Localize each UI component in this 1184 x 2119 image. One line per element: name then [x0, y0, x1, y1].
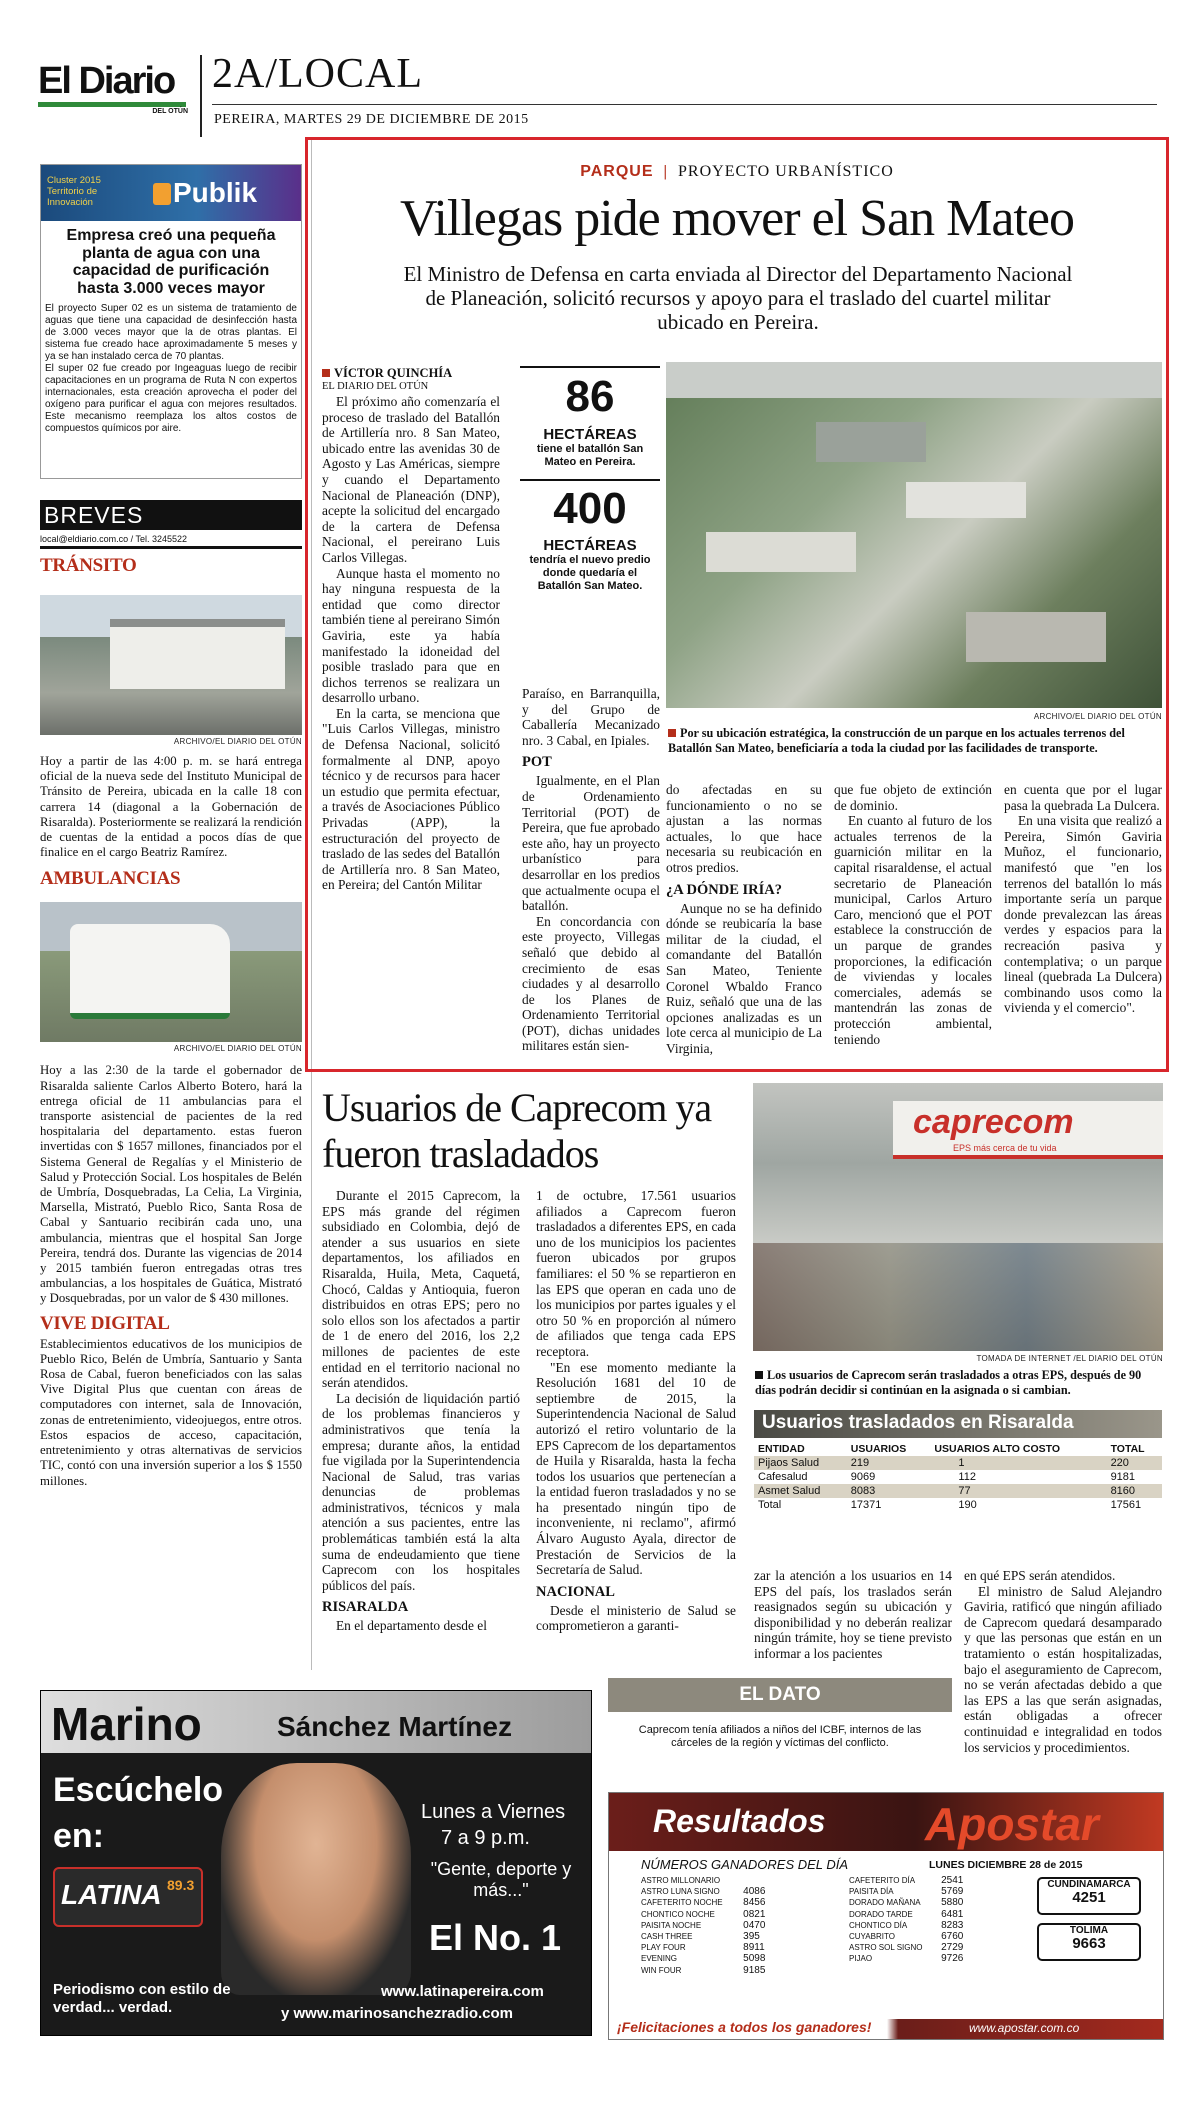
game-name: CHONTICO DÍA — [849, 1920, 908, 1930]
logo-main: El Diario — [38, 60, 175, 102]
game-name: PAISITA NOCHE — [641, 1920, 702, 1930]
caprecom-c2c: Desde el ministerio de Salud se comprometieron a garanti- — [536, 1602, 736, 1634]
ad-publik-logo-icon — [153, 183, 171, 205]
caprecom-col4 — [964, 1568, 1162, 1755]
table-row — [754, 1456, 1162, 1470]
ad-publik-p2: El super 02 fue creado por Ingeaguas luego de recibir capacitaciones en un programa de Ruta N con expertos internacionales, esta creación aprovecha el poder del oxígeno para purificar el agua con mejores resultados. Este mecanismo reemplaza los altos costos de compuestos químicos por aire. — [45, 363, 297, 434]
masthead-divider — [200, 55, 202, 137]
game-name: CASH THREE — [641, 1932, 693, 1942]
game-name: CAFETERITO NOCHE — [641, 1898, 723, 1908]
list-item — [849, 1942, 969, 1953]
apostar-box-2 — [1037, 1923, 1141, 1961]
ad-marino-no1: El No. 1 — [429, 1917, 562, 1958]
box2-value: 9663 — [1072, 1935, 1106, 1952]
lead-col2 — [522, 686, 660, 1054]
box1-value: 4251 — [1072, 1889, 1106, 1906]
lead-photo-caption — [668, 726, 1162, 756]
dateline: PEREIRA, MARTES 29 DE DICIEMBRE DE 2015 — [214, 112, 529, 127]
el-dato-title: EL DATO — [608, 1678, 952, 1712]
caprecom-photo-credit: TOMADA DE INTERNET /EL DIARIO DEL OTÚN — [976, 1354, 1163, 1363]
breves-title: BREVES — [44, 502, 144, 528]
caprecom-photo — [753, 1083, 1163, 1351]
caprecom-c1: Durante el 2015 Caprecom, la EPS más grande del régimen subsidiado en Colombia, dejó de atender a sus usuarios en siete departamentos, los afiliados en Risaralda, Huila, Meta, Caquetá, Chocó, Caldas y Antioquia, fueron distribuidos en otras EPS; pero no solo ellos son los afectados a partir de 1 de enero del 2016, los 2,2 millones de pacientes de este entidad en el territorio nacional no serán atendidos. — [322, 1188, 520, 1391]
lead-c5: en cuenta que por el lugar pasa la quebrada La Dulcera. — [1004, 782, 1162, 813]
game-number: 9726 — [941, 1953, 964, 1965]
ad-apostar-brand: Apostar — [925, 1798, 1099, 1850]
lead-c1b: Aunque hasta el momento no hay ninguna respuesta de la entidad que como director también tiene al pereirano Simón Gaviria, este ya había manifestado la idoneidad del posible traslado para que en dichos terrenos se realizara un desarrollo urbano. — [322, 565, 500, 706]
lead-kicker-sep: | — [658, 163, 674, 180]
caprecom-c1c: En el departamento desde el — [336, 1618, 487, 1634]
el-dato-text: Caprecom tenía afiliados a niños del ICBF, internos de las cárceles de la región y víctimas del conflicto. — [638, 1724, 922, 1749]
game-name: EVENING — [641, 1954, 678, 1964]
game-name: CUYABRITO — [849, 1932, 895, 1942]
game-name: PIJAO — [849, 1954, 873, 1964]
logo — [38, 62, 188, 115]
ad-apostar — [608, 1792, 1164, 2040]
lead-c2b: Igualmente, en el Plan de Ordenamiento Territorial (POT) de Pereira, que fue aprobado este año, hay un proyecto urbanístico para desarrollar en los predios que actualmente ocupa el batallón. — [522, 773, 660, 914]
game-name: PAISITA DÍA — [849, 1887, 894, 1897]
caprecom-col3 — [754, 1568, 952, 1662]
ad-marino-url1: www.latinapereira.com — [381, 1983, 544, 2000]
list-item — [641, 1897, 771, 1908]
box2-label: TOLIMA — [1069, 1925, 1109, 1936]
list-item — [849, 1920, 969, 1931]
table-cell: 77 — [930, 1484, 1106, 1498]
vive-text: Establecimientos educativos de los municipios de Pueblo Rico, Belén de Umbría, Santuario y Santa Rosa de Cabal, fueron beneficiados con las salas Vive Digital Plus que cuentan con áreas de computadores con internet, sala de Innovación, zonas de entretenimiento, videojuegos, entre otros. Estos espacios de acceso, capacitación, entretenimiento y otras alternativas de servicios TIC, contó con una inversión superior a los $ 1550 millones. — [40, 1336, 302, 1488]
lead-c1: El próximo año comenzaría el proceso de traslado del Batallón de Artillería nro. 8 San Mateo, ubicado entre las avenidas 30 de Agosto y Las Américas, siempre y cuando el Departamento Nacional de Planeación (DNP), acepte la solicitud del encargado de la cartera de Defensa Nacional, el pereirano Luis Carlos Villegas. — [322, 394, 500, 565]
byline-name: VÍCTOR QUINCHÍA — [334, 366, 453, 380]
game-name: CAFETERITO DÍA — [849, 1876, 916, 1885]
game-number: 0470 — [743, 1919, 766, 1931]
game-number: 9185 — [743, 1964, 766, 1976]
lead-c2: Paraíso, en Barranquilla, y del Grupo de Caballería Mecanizado nro. 3 Cabal, en Ipiales. — [522, 686, 660, 748]
game-name: CHONTICO NOCHE — [641, 1909, 715, 1919]
lead-c2c: En concordancia con este proyecto, Villegas señaló que debido al crecimiento de esas ciudades y al desarrollo de los Planes de Ordenamiento Territorial (POT), dichas unidades militares están sien- — [522, 913, 660, 1054]
ad-publik-p1: El proyecto Super 02 es un sistema de tratamiento de aguas que tiene una capacidad de desinfección hasta de 3.000 veces mayor que la de otras plantas. El sistema fue creado hace aproximadamente 5 meses y ya se han instalado cerca de 70 plantas. — [45, 303, 297, 362]
game-number: 0821 — [743, 1908, 766, 1920]
lead-byline2: EL DIARIO DEL OTÚN — [322, 381, 429, 392]
list-item — [641, 1875, 771, 1886]
stat2-label: HECTÁREAS — [543, 537, 637, 554]
caprecom-sign2: EPS más cerca de tu vida — [953, 1143, 1057, 1153]
list-item — [641, 1920, 771, 1931]
game-name: ASTRO LUNA SIGNO — [641, 1887, 720, 1897]
table-cell: 17561 — [1110, 1499, 1142, 1511]
caprecom-c2: 1 de octubre, 17.561 usuarios afiliados a Caprecom fueron trasladados a diferentes EPS, en cada uno de los municipios los pacientes fueron ubicados por grupos familiares: el 50 % se repartieron en las EPS que operan en cada uno de los municipios por partes iguales y el otro 50 % en proporción al número de afiliados que tenga cada EPS receptora. — [536, 1188, 736, 1359]
caprecom-c4: en qué EPS serán atendidos. — [964, 1568, 1116, 1583]
lead-col3 — [666, 782, 822, 1057]
vive-title: VIVE DIGITAL — [40, 1312, 170, 1334]
caption-text: Por su ubicación estratégica, la construcción de un parque en los actuales terrenos del Batallón San Mateo, beneficiaría a toda la ciudad por las facilidades de transporte. — [668, 726, 1125, 755]
lead-photo — [666, 362, 1162, 708]
ad-marino-freq: 89.3 — [167, 1877, 195, 1893]
caprecom-table-box — [754, 1410, 1162, 1556]
table-cell: Total — [758, 1499, 782, 1511]
lead-c5b: En una visita que realizó a Pereira, Simón Gaviria Muñoz, el funcionario, manifestó que "en los terrenos del batallón lo más importante sería un parque donde prevalezcan las áreas verdes y espacios para la recreación pasiva y contemplativa; o un parque lineal (quebrada La Dulcera) combinando usos como la vivienda y el comercio". — [1004, 813, 1162, 1016]
caprecom-caption-text: Los usuarios de Caprecom serán trasladados a otras EPS, después de 90 días podrán decidir si continúan en la asignada o si cambian. — [755, 1368, 1142, 1397]
amb-vehicle — [70, 924, 230, 1019]
amb-caption: ARCHIVO/EL DIARIO DEL OTÚN — [173, 1044, 302, 1054]
box1-label: CUNDINAMARCA — [1047, 1879, 1131, 1890]
list-item — [849, 1953, 969, 1964]
list-item — [641, 1909, 771, 1920]
caprecom-col2 — [536, 1188, 736, 1634]
amb-text: Hoy a las 2:30 de la tarde el gobernador de Risaralda saliente Carlos Alberto Botero, hará la entrega oficial de 11 ambulancias para el transporte asistencial de pacientes de la red hospitalaria del departamento. estas fueron invertidas con $ 1657 millones, financiados por el Sistema General de Regalías y el Ministerio de Salud y Protección Social. Los hospitales de Belén de Umbría, Dosquebradas, La Celia, La Virginia, Marsella, Mistrató, Pueblo Rico, Santa Rosa de Cabal y Santuario recibirán cada uno, una ambulancia, mientras que el hospital San Jorge Pereira, tendrá dos. Durante las vigencias de 2014 y 2015 también fueron entregadas otras tres ambulancias, a los hospitales de Guática, Mistrató y Dosquebradas, por un valor de $ 430 millones. — [40, 1063, 302, 1306]
table-header: USUARIOS ALTO COSTO — [934, 1443, 1061, 1455]
table-cell: 9069 — [850, 1471, 876, 1483]
list-item — [849, 1897, 969, 1908]
ad-publik-brand: Publik — [173, 177, 258, 208]
logo-underline — [38, 102, 186, 107]
ad-marino-portrait — [221, 1763, 411, 1995]
ad-marino-en: en: — [53, 1817, 104, 1855]
stat1-num: 86 — [565, 372, 615, 421]
lead-col4 — [834, 782, 992, 1047]
table-header-row — [754, 1442, 1162, 1456]
game-name: ASTRO SOL SIGNO — [849, 1943, 923, 1953]
lead-photo-credit: ARCHIVO/EL DIARIO DEL OTÚN — [1033, 712, 1162, 721]
lead-c2h: POT — [522, 754, 552, 771]
ad-marino-schedule2: 7 a 9 p.m. — [441, 1827, 530, 1849]
apostar-left-table — [641, 1875, 771, 1976]
ad-marino-schedule1: Lunes a Viernes — [421, 1801, 566, 1823]
table-row — [754, 1498, 1162, 1512]
list-item — [641, 1942, 771, 1953]
game-number: 2729 — [941, 1942, 964, 1954]
game-number — [743, 1875, 771, 1886]
table-cell: 112 — [958, 1471, 976, 1483]
caprecom-table — [754, 1442, 1162, 1512]
ad-marino-radio: LATINA — [61, 1879, 162, 1910]
masthead-rule — [212, 104, 1157, 105]
ad-apostar-url: www.apostar.com.co — [969, 2021, 1080, 2035]
table-cell: 8160 — [1107, 1484, 1162, 1498]
game-number: 4086 — [743, 1886, 766, 1898]
caprecom-photo-caption — [755, 1368, 1163, 1398]
table-cell: Asmet Salud — [754, 1484, 847, 1498]
game-number: 8283 — [941, 1919, 964, 1931]
apostar-box-1 — [1037, 1877, 1141, 1915]
table-row — [754, 1484, 1162, 1498]
lead-photo-building-2 — [706, 532, 856, 572]
lead-kicker-red: PARQUE — [580, 163, 654, 180]
list-item — [641, 1953, 771, 1964]
ad-marino-tagline: Periodismo con estilo de verdad... verdad. — [53, 1981, 231, 2016]
ad-publik-banner — [41, 165, 301, 221]
table-header: ENTIDAD — [758, 1443, 805, 1455]
lead-photo-building-4 — [966, 612, 1106, 662]
game-name: WIN FOUR — [641, 1965, 682, 1975]
list-item — [849, 1875, 969, 1886]
lead-byline — [322, 366, 500, 381]
game-number: 8911 — [743, 1942, 765, 1954]
caprecom-c3: zar la atención a los usuarios en 14 EPS del país, los traslados serán reasignados según su ubicación y disponibilidad y no deberán realizar ningún trámite, hoy se tiene previsto informar a los pacientes — [754, 1568, 952, 1661]
lead-photo-sky — [666, 362, 1162, 398]
ad-marino-name2: Sánchez Martínez — [277, 1711, 512, 1742]
lead-c3h: ¿A DÓNDE IRÍA? — [666, 881, 783, 898]
game-number: 5880 — [941, 1897, 964, 1909]
stat1-text: tiene el batallón San Mateo en Pereira. — [536, 443, 644, 468]
lead-kicker — [305, 163, 1169, 181]
ad-marino-radio-logo — [53, 1867, 203, 1927]
transito-caption: ARCHIVO/EL DIARIO DEL OTÚN — [173, 737, 302, 746]
game-number: 395 — [743, 1931, 760, 1943]
game-name: ASTRO MILLONARIO — [641, 1876, 721, 1885]
breves-column — [40, 500, 302, 1489]
ad-marino-quote: "Gente, deporte y más..." — [430, 1859, 572, 1900]
caprecom-c1h: RISARALDA — [322, 1599, 409, 1616]
caprecom-c1b: La decisión de liquidación partió de los problemas financieros y administrativos que tenía la empresa; durante años, la entidad fue vigilada por la Superintendencia Nacional de Salud, tras varias denuncias de problemas administrativos, técnicos y mala atención a sus pacientes, entre las problemáticas también está la alta suma de endeudamiento que tiene Caprecom con los hospitales públicos del país. — [322, 1390, 520, 1593]
stat2-text: tendría el nuevo predio donde quedaría el Batallón San Mateo. — [529, 554, 651, 592]
ad-marino-name1: Marino — [51, 1698, 202, 1750]
caprecom-sign: caprecom — [913, 1103, 1074, 1141]
apostar-right-table — [849, 1875, 969, 1965]
list-item — [849, 1931, 969, 1942]
table-cell: 220 — [1107, 1456, 1162, 1470]
table-cell: 219 — [847, 1456, 931, 1470]
transito-title: TRÁNSITO — [40, 555, 137, 576]
game-name: PLAY FOUR — [641, 1943, 686, 1953]
lead-photo-building-1 — [816, 422, 926, 462]
list-item — [849, 1886, 969, 1897]
logo-sub: DEL OTÚN — [152, 108, 188, 115]
lead-col1 — [322, 366, 500, 893]
game-number: 5098 — [743, 1953, 766, 1965]
el-dato-box — [608, 1678, 952, 1778]
lead-c4b: En cuanto al futuro de los actuales terrenos de la guarnición militar en la capital risaraldense, el actual secretario de Planeación municipal, Carlos Arturo Caro, mencionó que el POT establece la construcción de un parque de grandes proporciones, la edificación de viviendas y locales comerciales, además se mantendrán las zonas de protección ambiental, teniendo — [834, 813, 992, 1047]
table-cell: 1 — [930, 1456, 1106, 1470]
table-header: TOTAL — [1110, 1443, 1145, 1455]
caprecom-photo-people — [753, 1243, 1163, 1351]
game-number: 5769 — [941, 1886, 964, 1898]
table-cell: Pijaos Salud — [754, 1456, 847, 1470]
game-name: DORADO MAÑANA — [849, 1898, 921, 1908]
game-number: 6760 — [941, 1931, 964, 1943]
table-row — [754, 1470, 1162, 1484]
table-header: USUARIOS — [850, 1443, 907, 1455]
game-name: DORADO TARDE — [849, 1909, 913, 1919]
list-item — [641, 1931, 771, 1942]
ad-apostar-subtitle: NÚMEROS GANADORES DEL DÍA — [641, 1857, 849, 1872]
masthead — [0, 0, 1184, 135]
lead-col5 — [1004, 782, 1162, 1016]
table-cell: 9181 — [1110, 1471, 1136, 1483]
caprecom-headline: Usuarios de Caprecom ya fueron trasladados — [322, 1085, 712, 1176]
transito-building — [110, 619, 285, 689]
caprecom-c2b: "En ese momento mediante la Resolución 1681 del 10 de septiembre de 2015, la Superintendencia Nacional de Salud autorizó el retiro voluntario de la EPS Caprecom de los departamentos de Huila y Risaralda, hasta la fecha todos los usuarios que pertenecían a la entidad fueron trasladados y no se ha presentado ningún tipo de inconveniente, ni reclamo", afirmó Álvaro Augusto Ayala, director de Prestación de Servicios de la Secretaría de Salud. — [536, 1359, 736, 1578]
byline-square — [322, 369, 330, 377]
lead-kicker-text: PROYECTO URBANÍSTICO — [678, 163, 894, 180]
lead-headline: Villegas pide mover el San Mateo — [400, 190, 1074, 247]
table-cell: 8083 — [847, 1484, 931, 1498]
lead-c4: que fue objeto de extinción de dominio. — [834, 782, 992, 813]
breves-rule — [40, 546, 302, 549]
breves-header — [40, 500, 302, 530]
ad-apostar-congrats: ¡Felicitaciones a todos los ganadores! — [617, 2019, 872, 2035]
caprecom-caption-square — [755, 1371, 763, 1379]
lead-photo-building-3 — [906, 482, 1026, 518]
ad-marino-url2: y www.marinosanchezradio.com — [281, 2005, 514, 2022]
stat1-label: HECTÁREAS — [543, 426, 637, 443]
ad-marino — [40, 1690, 592, 2036]
table-cell: 17371 — [850, 1499, 882, 1511]
section-title: 2A/LOCAL — [212, 51, 423, 97]
transito-photo — [40, 595, 302, 735]
lead-c1c: En la carta, se menciona que "Luis Carlos Villegas, ministro de Defensa Nacional, solicitó formalmente al DNP, apoyo técnico y de recursos para hacer un estudio que permita efectuar, a través de Asociaciones Público Privadas (APP), la estructuración del proyecto de traslado de las sedes del Batallón de Artillería nro. 8 San Mateo, en Pereira; del Cantón Militar — [322, 705, 500, 893]
amb-photo — [40, 902, 302, 1042]
lead-deck: El Ministro de Defensa en carta enviada al Director del Departamento Nacional de Planeación, solicitó recursos y apoyo para el traslado del cuartel militar ubicado en Pereira. — [403, 262, 1073, 334]
breves-contact: local@eldiario.com.co / Tel. 3245522 — [40, 534, 188, 544]
caprecom-c4b: El ministro de Salud Alejandro Gaviria, ratificó que ningún afiliado de Caprecom quedará desamparado y que las personas que están en un tratamiento o están hospitalizadas, bajo el aseguramiento de Caprecom, no se verán afectadas debido a que las EPS a las que serán asignadas, están obligadas a ofrecer continuidad e integralidad en todos los servicios y procedimientos. — [964, 1583, 1162, 1755]
table-cell: 190 — [958, 1499, 977, 1511]
stat2-num: 400 — [553, 484, 627, 533]
table-cell: Cafesalud — [758, 1471, 808, 1483]
ad-publik-headline: Empresa creó una pequeña planta de agua con una capacidad de purificación hasta 3.000 veces mayor — [66, 227, 276, 297]
game-number: 8456 — [743, 1897, 766, 1909]
caprecom-c2h: NACIONAL — [536, 1583, 615, 1600]
caprecom-table-title: Usuarios trasladados en Risaralda — [754, 1410, 1162, 1438]
list-item — [849, 1909, 969, 1920]
lead-c3: do afectadas en su funcionamiento o no se ajustan a las normas actuales, lo que hace necesaria su reubicación en otros predios. — [666, 782, 822, 875]
amb-title: AMBULANCIAS — [40, 868, 181, 890]
ad-marino-escuchelo: Escúchelo — [53, 1771, 224, 1809]
list-item — [641, 1965, 771, 1976]
caption-square — [668, 729, 676, 737]
transito-text: Hoy a partir de las 4:00 p. m. se hará entrega oficial de la nueva sede del Instituto Municipal de Tránsito de Pereira, ubicada en la calle 18 con carrera 14 (diagonal a la Gobernación de Risaralda). Posteriormente se realizará la rendición de cuentas de la entidad a pocos días de que finalice en el cargo Beatriz Ramírez. — [40, 754, 302, 860]
ad-publik — [40, 164, 302, 479]
ad-apostar-date: LUNES DICIEMBRE 28 de 2015 — [929, 1859, 1083, 1871]
lead-stats — [520, 366, 660, 593]
list-item — [641, 1886, 771, 1897]
ad-publik-tag: Cluster 2015 Territorio de Innovación — [47, 175, 101, 208]
caprecom-col1 — [322, 1188, 520, 1634]
game-number: 6481 — [941, 1908, 964, 1920]
game-number: 2541 — [941, 1875, 964, 1886]
ad-apostar-title: Resultados — [653, 1803, 826, 1839]
lead-c3b: Aunque no se ha definido dónde se reubicaría la base militar de la ciudad, el comandante del Batallón San Mateo, Teniente Coronel Wbaldo Franco Ruiz, señaló que una de las opciones analizadas es un lote cerca al municipio de La Virginia, — [666, 900, 822, 1056]
